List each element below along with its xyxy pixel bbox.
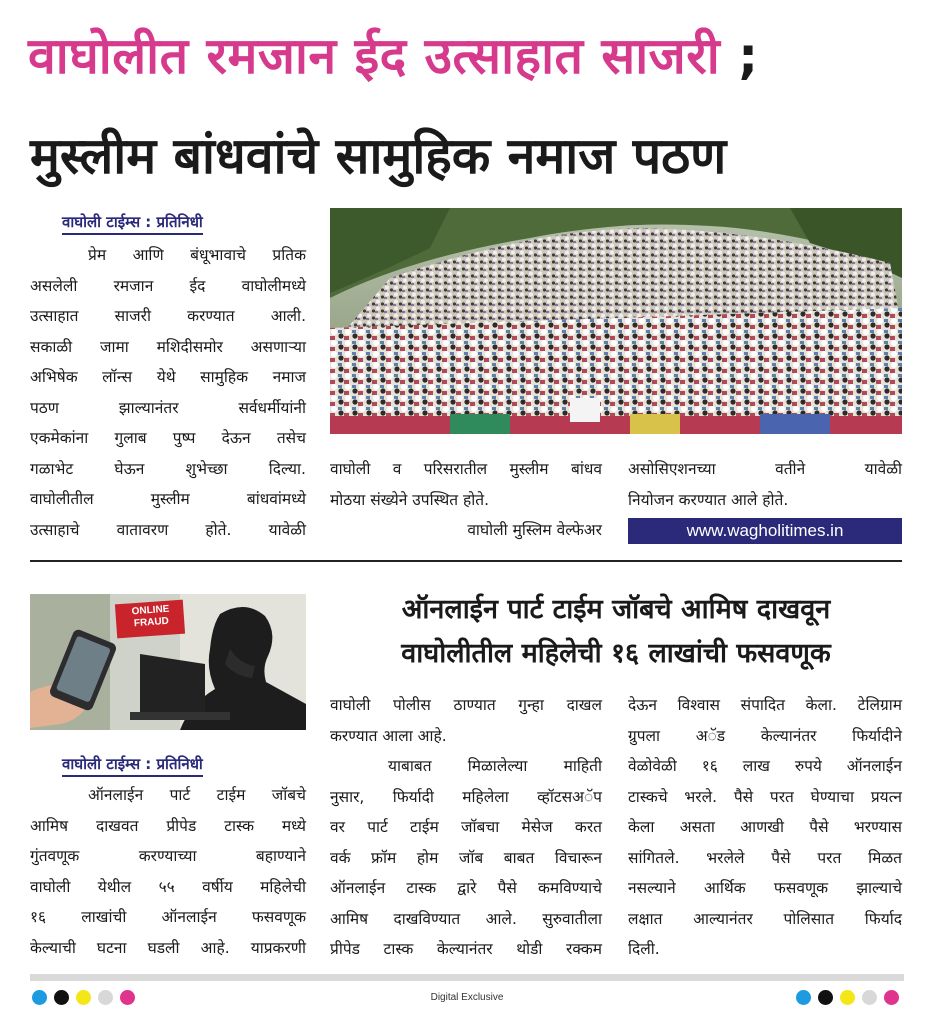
color-dot <box>796 990 811 1005</box>
article1-column-3 <box>628 454 902 515</box>
eid-prayer-photo <box>330 208 902 434</box>
text-line: ऑनलाईन टास्क द्वारे पैसे कमविण्याचे <box>330 879 602 897</box>
article2-headline-line-2: वाघोलीतील महिलेची १६ लाखांची फसवणूक <box>401 638 831 669</box>
text-line: वर पार्ट टाईम जॉबचा मेसेज करत <box>330 818 602 836</box>
text-line: पठण झाल्यानंतर सर्वधर्मीयांनी <box>30 398 306 417</box>
article1-byline: वाघोली टाईम्स : प्रतिनिधी <box>62 212 203 235</box>
color-dot <box>862 990 877 1005</box>
text-line: नसल्याने आर्थिक फसवणूक झाल्याचे <box>628 879 902 897</box>
text-line: वर्क फ्रॉम होम जॉब बाबत विचारून <box>330 848 602 867</box>
text-line: गुंतवणूक करण्याच्या बहाण्याने <box>30 847 306 865</box>
color-dot <box>76 990 91 1005</box>
text-line: याबाबत मिळालेल्या माहिती <box>388 757 602 775</box>
text-line: देऊन विश्वास संपादित केला. टेलिग्राम <box>628 696 902 714</box>
text-line: असोसिएशनच्या वतीने यावेळी <box>628 460 902 478</box>
section-divider <box>30 560 902 562</box>
text-line: गळाभेट घेऊन शुभेच्छा दिल्या. <box>30 459 306 478</box>
article1-column-2 <box>330 454 602 546</box>
text-line: टास्कचे भरले. पैसे परत घेण्याचा प्रयत्न <box>628 787 902 806</box>
footer-label: Digital Exclusive <box>430 992 504 1003</box>
text-line: ग्रुपला अॅड केल्यानंतर फिर्यादीने <box>628 726 902 745</box>
footer-color-dots-left <box>32 990 142 1009</box>
text-line: सांगितले. भरलेले पैसे परत मिळत <box>628 848 902 867</box>
article1-column-1 <box>30 240 306 545</box>
text-line: नियोजन करण्यात आले होते. <box>628 490 789 509</box>
article2-headline-line-1: ऑनलाईन पार्ट टाईम जॉबचे आमिष दाखवून <box>401 594 831 625</box>
color-dot <box>32 990 47 1005</box>
headline-line-1: वाघोलीत रमजान ईद उत्साहात साजरी ; <box>28 27 759 85</box>
text-line: आमिष दाखवत प्रीपेड टास्क मध्ये <box>30 816 306 835</box>
text-line: १६ लाखांची ऑनलाईन फसवणूक <box>30 908 306 926</box>
text-line: वेळोवेळी १६ लाख रुपये ऑनलाईन <box>628 757 902 775</box>
text-line: प्रीपेड टास्क केल्यानंतर थोडी रक्कम <box>330 940 602 958</box>
text-line: वाघोली व परिसरातील मुस्लीम बांधव <box>330 460 602 478</box>
text-line: केल्याची घटना घडली आहे. याप्रकरणी <box>30 938 306 957</box>
text-line: वाघोली येथील ५५ वर्षीय महिलेची <box>30 877 306 896</box>
footer-bar <box>30 974 904 981</box>
text-line: केला असता आणखी पैसे भरण्यास <box>628 818 902 836</box>
text-line: लक्षात आल्यानंतर पोलिसात फिर्याद <box>628 909 902 928</box>
text-line: एकमेकांना गुलाब पुष्प देऊन तसेच <box>30 429 306 447</box>
color-dot <box>120 990 135 1005</box>
website-link[interactable]: www.wagholitimes.in <box>628 518 902 544</box>
color-dot <box>54 990 69 1005</box>
text-line: सकाळी जामा मशिदीसमोर असणाऱ्या <box>30 337 306 356</box>
color-dot <box>98 990 113 1005</box>
headline-semicolon: ; <box>738 27 759 85</box>
article2-column-2 <box>330 690 602 965</box>
text-line: वाघोली पोलीस ठाण्यात गुन्हा दाखल <box>330 696 602 714</box>
article2-byline: वाघोली टाईम्स : प्रतिनिधी <box>62 754 203 777</box>
text-line: करण्यात आला आहे. <box>330 726 447 745</box>
text-line: उत्साहाचे वातावरण होते. यावेळी <box>30 520 306 539</box>
color-dot <box>884 990 899 1005</box>
color-dot <box>840 990 855 1005</box>
text-line: वाघोली मुस्लिम वेल्फेअर <box>467 521 602 539</box>
text-line: अभिषेक लॉन्स येथे सामुहिक नमाज <box>30 368 306 386</box>
text-line: असलेली रमजान ईद वाघोलीमध्ये <box>30 276 306 295</box>
text-line: मोठया संख्येने उपस्थित होते. <box>330 490 489 509</box>
footer-color-dots-right <box>796 990 906 1009</box>
color-dot <box>818 990 833 1005</box>
text-line: वाघोलीतील मुस्लीम बांधवांमध्ये <box>30 490 306 508</box>
article2-column-1 <box>30 780 306 963</box>
text-line: ऑनलाईन पार्ट टाईम जॉबचे <box>88 786 306 804</box>
article2-column-3 <box>628 690 902 965</box>
text-line: नुसार, फिर्यादी महिलेला व्हॉटसअॅप <box>330 787 602 806</box>
text-line: दिली. <box>628 940 660 958</box>
text-line: आमिष दाखविण्यात आले. सुरुवातीला <box>330 909 602 928</box>
headline-line-2: मुस्लीम बांधवांचे सामुहिक नमाज पठण <box>30 127 727 185</box>
text-line: प्रेम आणि बंधूभावाचे प्रतिक <box>88 246 306 264</box>
online-fraud-photo <box>30 594 306 730</box>
text-line: उत्साहात साजरी करण्यात आली. <box>30 307 306 325</box>
online-fraud-sign: ONLINE FRAUD <box>131 603 170 630</box>
